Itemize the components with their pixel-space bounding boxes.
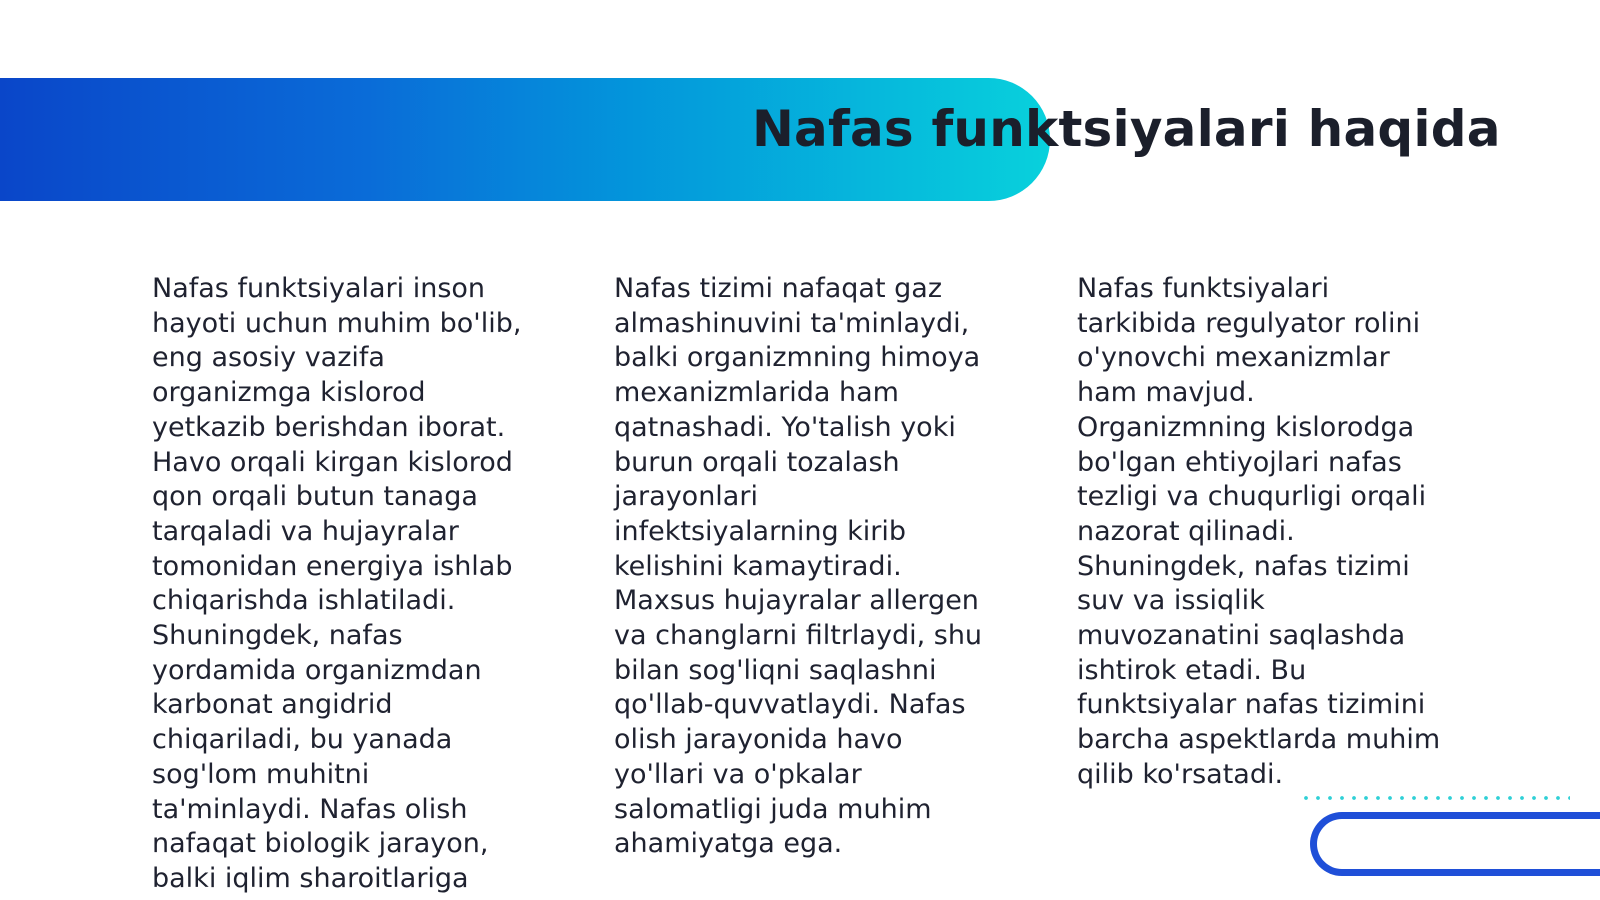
text-line: hayoti uchun muhim bo'lib, <box>152 307 522 339</box>
text-line: jarayonlari <box>614 481 758 513</box>
text-line: Nafas funktsiyalari inson <box>152 273 486 304</box>
text-line: o'ynovchi mexanizmlar <box>1077 342 1390 374</box>
text-line: infektsiyalarning kirib <box>614 515 907 547</box>
text-column-2 <box>614 272 1014 862</box>
text-line: sog'lom muhitni <box>152 758 370 790</box>
text-line: barcha aspektlarda muhim <box>1077 724 1441 756</box>
text-line: yetkazib berishdan iborat. <box>152 411 506 443</box>
text-line: Havo orqali kirgan kislorod <box>152 446 513 478</box>
text-line: olish jarayonida havo <box>614 724 903 756</box>
text-line: tezligi va chuqurligi orqali <box>1077 481 1427 513</box>
text-line: Organizmning kislorodga <box>1077 411 1415 443</box>
text-line: yo'llari va o'pkalar <box>614 758 862 790</box>
text-line: Nafas tizimi nafaqat gaz <box>614 273 943 304</box>
text-line: karbonat angidrid <box>152 689 393 721</box>
text-line: mexanizmlarida ham <box>614 377 899 409</box>
text-line: Shuningdek, nafas <box>152 620 403 652</box>
decorative-dots <box>1300 796 1570 800</box>
text-line: Nafas funktsiyalari <box>1077 273 1330 304</box>
decorative-pill-outline <box>1310 812 1600 876</box>
text-line: ham mavjud. <box>1077 377 1255 409</box>
slide-title: Nafas funktsiyalari haqida <box>752 100 1501 158</box>
text-line: Maxsus hujayralar allergen <box>614 585 979 617</box>
text-line: Shuningdek, nafas tizimi <box>1077 550 1410 582</box>
text-line: qo'llab-quvvatlaydi. Nafas <box>614 689 966 721</box>
text-line: bo'lgan ehtiyojlari nafas <box>1077 446 1402 478</box>
text-line: suv va issiqlik <box>1077 585 1265 617</box>
text-line: chiqarishda ishlatiladi. <box>152 585 456 617</box>
text-line: kelishini kamaytiradi. <box>614 550 902 582</box>
text-line: ahamiyatga ega. <box>614 828 843 860</box>
text-line: almashinuvini ta'minlaydi, <box>614 307 970 339</box>
text-line: nazorat qilinadi. <box>1077 515 1295 547</box>
text-line: qatnashadi. Yo'talish yoki <box>614 411 956 443</box>
text-line: chiqariladi, bu yanada <box>152 724 453 756</box>
text-line: va changlarni filtrlaydi, shu <box>614 620 983 652</box>
text-line: muvozanatini saqlashda <box>1077 620 1406 652</box>
text-line: ishtirok etadi. Bu <box>1077 654 1307 686</box>
text-line: tomonidan energiya ishlab <box>152 550 513 582</box>
text-line: tarkibida regulyator rolini <box>1077 307 1421 339</box>
text-line: organizmga kislorod <box>152 377 426 409</box>
text-line: eng asosiy vazifa <box>152 342 385 374</box>
text-line: balki iqlim sharoitlariga <box>152 862 469 894</box>
text-line: bilan sog'liqni saqlashni <box>614 654 937 686</box>
text-line: tarqaladi va hujayralar <box>152 515 459 547</box>
text-line: balki organizmning himoya <box>614 342 981 374</box>
text-column-1 <box>152 272 552 897</box>
text-line: yordamida organizmdan <box>152 654 482 686</box>
text-line: salomatligi juda muhim <box>614 793 932 825</box>
text-line: qilib ko'rsatadi. <box>1077 758 1284 790</box>
text-line: ta'minlaydi. Nafas olish <box>152 793 468 825</box>
text-line: funktsiyalar nafas tizimini <box>1077 689 1426 721</box>
text-line: nafaqat biologik jarayon, <box>152 828 489 860</box>
text-column-3 <box>1077 272 1477 793</box>
text-line: qon orqali butun tanaga <box>152 481 478 513</box>
text-line: burun orqali tozalash <box>614 446 900 478</box>
